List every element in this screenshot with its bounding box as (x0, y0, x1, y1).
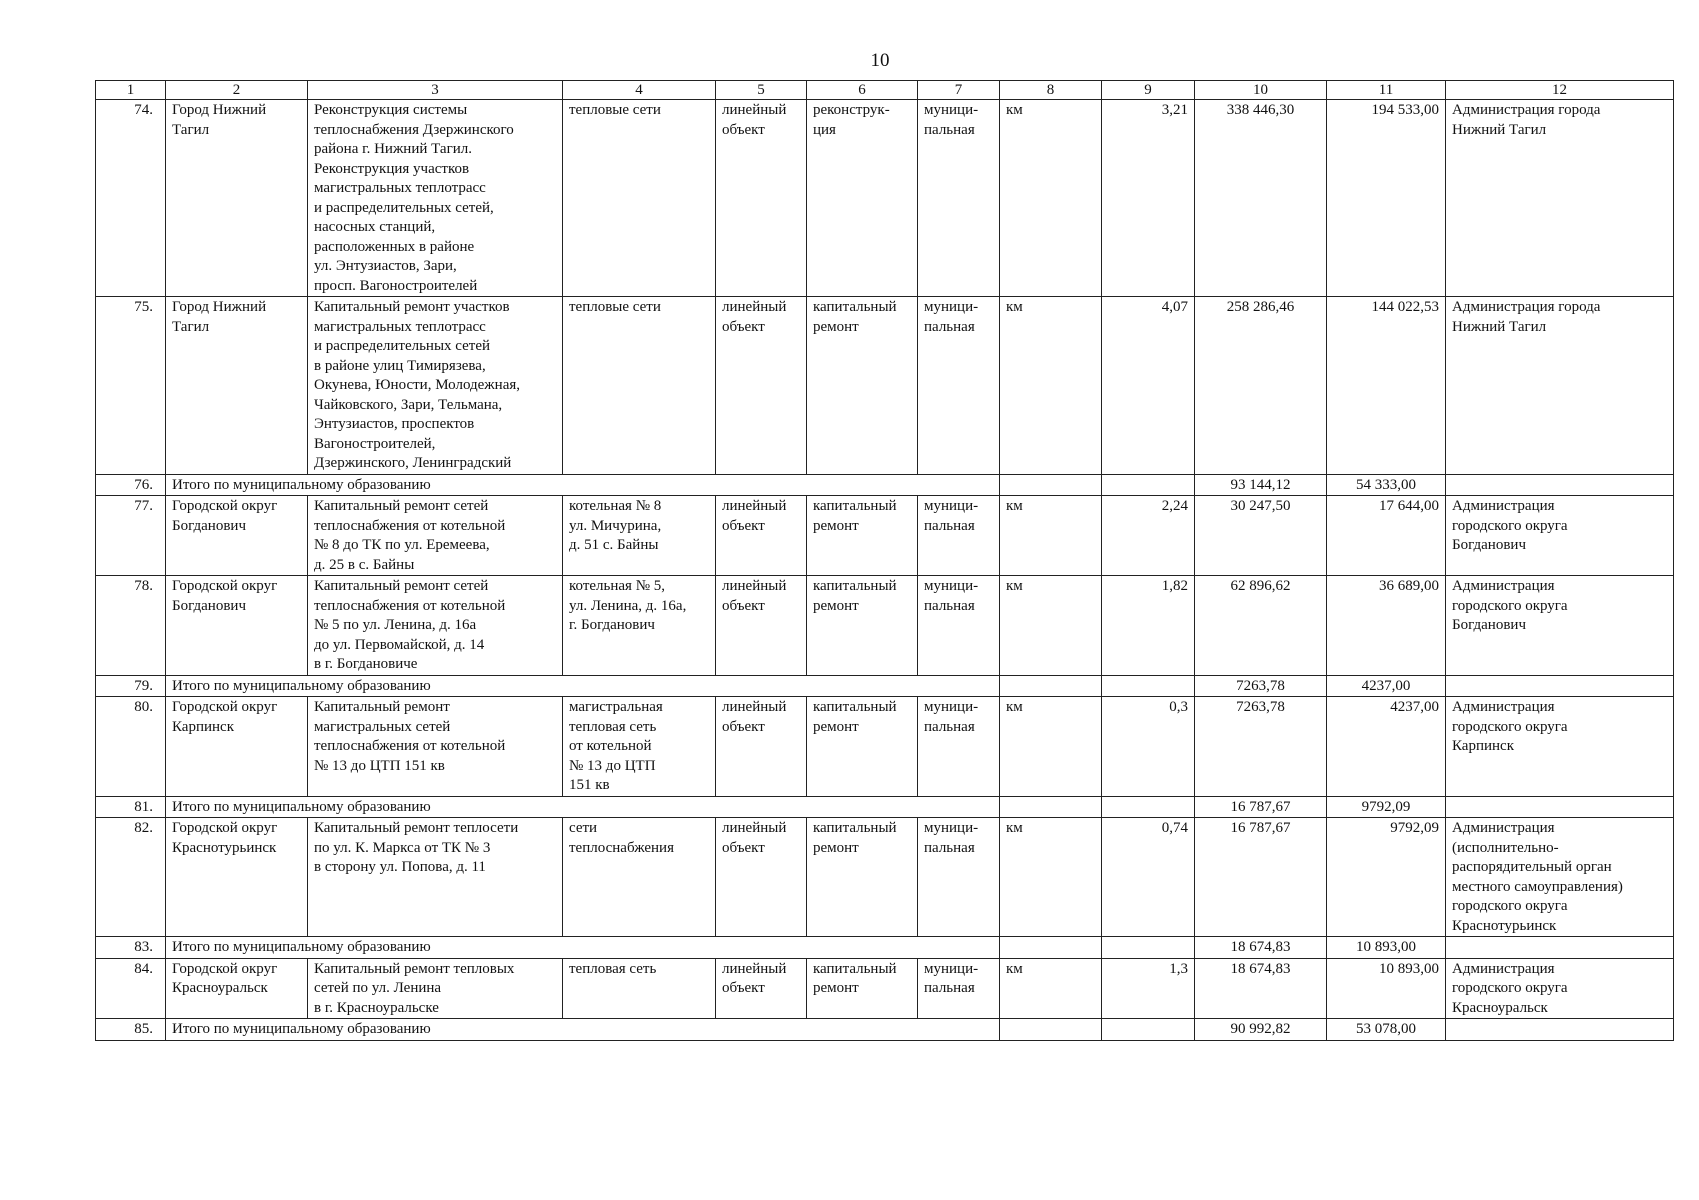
ownership-cell: муници- пальная (918, 576, 1000, 676)
object-cell: сети теплоснабжения (563, 818, 716, 937)
page-number: 10 (870, 50, 890, 71)
row-number: 74. (96, 100, 166, 297)
column-header: 8 (1000, 81, 1102, 100)
object-cell: тепловые сети (563, 100, 716, 297)
object-kind-cell: линейный объект (716, 576, 807, 676)
municipality-cell: Городской округ Богданович (166, 576, 308, 676)
empty-cell (1102, 474, 1195, 496)
empty-cell (1102, 937, 1195, 959)
quantity-cell: 3,21 (1102, 100, 1195, 297)
quantity-cell: 0,3 (1102, 697, 1195, 797)
unit-cell: км (1000, 576, 1102, 676)
customer-cell: Администрация городского округа Богданович (1446, 576, 1674, 676)
total-label: Итого по муниципальному образованию (166, 675, 1000, 697)
total-cost-cell: 7263,78 (1195, 675, 1327, 697)
quantity-cell: 1,3 (1102, 958, 1195, 1019)
object-cell: котельная № 5, ул. Ленина, д. 16а, г. Богданович (563, 576, 716, 676)
ownership-cell: муници- пальная (918, 697, 1000, 797)
empty-cell (1102, 675, 1195, 697)
row-number: 80. (96, 697, 166, 797)
funding-cell: 9792,09 (1327, 818, 1446, 937)
column-header: 3 (308, 81, 563, 100)
total-cost-cell: 18 674,83 (1195, 937, 1327, 959)
cost-cell: 16 787,67 (1195, 818, 1327, 937)
column-header: 5 (716, 81, 807, 100)
column-header: 9 (1102, 81, 1195, 100)
object-kind-cell: линейный объект (716, 958, 807, 1019)
municipality-cell: Город Нижний Тагил (166, 100, 308, 297)
customer-cell: Администрация города Нижний Тагил (1446, 297, 1674, 475)
row-number: 79. (96, 675, 166, 697)
unit-cell: км (1000, 496, 1102, 576)
customer-cell: Администрация (исполнительно- распорядительный орган местного самоуправления) городского округа Краснотурьинск (1446, 818, 1674, 937)
quantity-cell: 4,07 (1102, 297, 1195, 475)
total-label: Итого по муниципальному образованию (166, 937, 1000, 959)
cost-cell: 30 247,50 (1195, 496, 1327, 576)
table-row (96, 100, 1674, 297)
total-label: Итого по муниципальному образованию (166, 1019, 1000, 1041)
column-header: 4 (563, 81, 716, 100)
cost-cell: 7263,78 (1195, 697, 1327, 797)
table-row (96, 496, 1674, 576)
total-funding-cell: 54 333,00 (1327, 474, 1446, 496)
work-type-cell: капитальный ремонт (807, 958, 918, 1019)
ownership-cell: муници- пальная (918, 496, 1000, 576)
cost-cell: 18 674,83 (1195, 958, 1327, 1019)
ownership-cell: муници- пальная (918, 100, 1000, 297)
total-label: Итого по муниципальному образованию (166, 474, 1000, 496)
projects-table (95, 80, 1674, 1041)
column-header: 12 (1446, 81, 1674, 100)
object-cell: котельная № 8 ул. Мичурина, д. 51 с. Байны (563, 496, 716, 576)
empty-cell (1446, 1019, 1674, 1041)
empty-cell (1000, 1019, 1102, 1041)
total-row (96, 675, 1674, 697)
project-name-cell: Реконструкция системы теплоснабжения Дзержинского района г. Нижний Тагил. Реконструкция участков магистральных теплотрасс и распределительных сетей, насосных станций, расположенных в районе ул. Энтузиастов, Зари, просп. Вагоностроителей (308, 100, 563, 297)
empty-cell (1102, 796, 1195, 818)
object-kind-cell: линейный объект (716, 697, 807, 797)
project-name-cell: Капитальный ремонт сетей теплоснабжения от котельной № 8 до ТК по ул. Еремеева, д. 25 в с. Байны (308, 496, 563, 576)
quantity-cell: 1,82 (1102, 576, 1195, 676)
ownership-cell: муници- пальная (918, 958, 1000, 1019)
total-row (96, 474, 1674, 496)
column-header: 6 (807, 81, 918, 100)
column-header: 7 (918, 81, 1000, 100)
ownership-cell: муници- пальная (918, 297, 1000, 475)
work-type-cell: капитальный ремонт (807, 697, 918, 797)
total-funding-cell: 9792,09 (1327, 796, 1446, 818)
empty-cell (1000, 474, 1102, 496)
empty-cell (1000, 937, 1102, 959)
row-number: 81. (96, 796, 166, 818)
object-kind-cell: линейный объект (716, 100, 807, 297)
empty-cell (1102, 1019, 1195, 1041)
project-name-cell: Капитальный ремонт магистральных сетей теплоснабжения от котельной № 13 до ЦТП 151 кв (308, 697, 563, 797)
municipality-cell: Городской округ Богданович (166, 496, 308, 576)
cost-cell: 258 286,46 (1195, 297, 1327, 475)
empty-cell (1446, 474, 1674, 496)
table-row (96, 818, 1674, 937)
funding-cell: 4237,00 (1327, 697, 1446, 797)
customer-cell: Администрация города Нижний Тагил (1446, 100, 1674, 297)
column-header: 10 (1195, 81, 1327, 100)
row-number: 77. (96, 496, 166, 576)
total-funding-cell: 53 078,00 (1327, 1019, 1446, 1041)
funding-cell: 194 533,00 (1327, 100, 1446, 297)
total-cost-cell: 93 144,12 (1195, 474, 1327, 496)
unit-cell: км (1000, 697, 1102, 797)
row-number: 75. (96, 297, 166, 475)
project-name-cell: Капитальный ремонт участков магистральных теплотрасс и распределительных сетей в районе улиц Тимирязева, Окунева, Юности, Молодежная, Чайковского, Зари, Тельмана, Энтузиастов, проспектов Вагоностроителей, Дзержинского, Ленинградский (308, 297, 563, 475)
empty-cell (1000, 675, 1102, 697)
work-type-cell: капитальный ремонт (807, 576, 918, 676)
project-name-cell: Капитальный ремонт теплосети по ул. К. Маркса от ТК № 3 в сторону ул. Попова, д. 11 (308, 818, 563, 937)
customer-cell: Администрация городского округа Богданович (1446, 496, 1674, 576)
work-type-cell: капитальный ремонт (807, 818, 918, 937)
customer-cell: Администрация городского округа Красноуральск (1446, 958, 1674, 1019)
total-row (96, 1019, 1674, 1041)
unit-cell: км (1000, 297, 1102, 475)
municipality-cell: Городской округ Краснотурьинск (166, 818, 308, 937)
quantity-cell: 0,74 (1102, 818, 1195, 937)
object-cell: тепловые сети (563, 297, 716, 475)
object-cell: магистральная тепловая сеть от котельной № 13 до ЦТП 151 кв (563, 697, 716, 797)
funding-cell: 17 644,00 (1327, 496, 1446, 576)
total-row (96, 796, 1674, 818)
empty-cell (1446, 675, 1674, 697)
project-name-cell: Капитальный ремонт сетей теплоснабжения от котельной № 5 по ул. Ленина, д. 16а до ул. Первомайской, д. 14 в г. Богдановиче (308, 576, 563, 676)
row-number: 85. (96, 1019, 166, 1041)
row-number: 78. (96, 576, 166, 676)
total-cost-cell: 90 992,82 (1195, 1019, 1327, 1041)
table-row (96, 576, 1674, 676)
customer-cell: Администрация городского округа Карпинск (1446, 697, 1674, 797)
work-type-cell: капитальный ремонт (807, 297, 918, 475)
funding-cell: 144 022,53 (1327, 297, 1446, 475)
empty-cell (1446, 796, 1674, 818)
total-funding-cell: 10 893,00 (1327, 937, 1446, 959)
cost-cell: 62 896,62 (1195, 576, 1327, 676)
object-kind-cell: линейный объект (716, 818, 807, 937)
empty-cell (1446, 937, 1674, 959)
table-row (96, 697, 1674, 797)
object-cell: тепловая сеть (563, 958, 716, 1019)
work-type-cell: капитальный ремонт (807, 496, 918, 576)
row-number: 76. (96, 474, 166, 496)
funding-cell: 10 893,00 (1327, 958, 1446, 1019)
quantity-cell: 2,24 (1102, 496, 1195, 576)
table-body (96, 81, 1674, 1041)
ownership-cell: муници- пальная (918, 818, 1000, 937)
empty-cell (1000, 796, 1102, 818)
column-header: 11 (1327, 81, 1446, 100)
column-header: 2 (166, 81, 308, 100)
municipality-cell: Городской округ Красноуральск (166, 958, 308, 1019)
column-number-row (96, 81, 1674, 100)
row-number: 82. (96, 818, 166, 937)
object-kind-cell: линейный объект (716, 496, 807, 576)
unit-cell: км (1000, 818, 1102, 937)
row-number: 83. (96, 937, 166, 959)
municipality-cell: Городской округ Карпинск (166, 697, 308, 797)
cost-cell: 338 446,30 (1195, 100, 1327, 297)
row-number: 84. (96, 958, 166, 1019)
total-funding-cell: 4237,00 (1327, 675, 1446, 697)
work-type-cell: реконструк- ция (807, 100, 918, 297)
total-row (96, 937, 1674, 959)
table-row (96, 958, 1674, 1019)
project-name-cell: Капитальный ремонт тепловых сетей по ул. Ленина в г. Красноуральске (308, 958, 563, 1019)
funding-cell: 36 689,00 (1327, 576, 1446, 676)
unit-cell: км (1000, 958, 1102, 1019)
unit-cell: км (1000, 100, 1102, 297)
column-header: 1 (96, 81, 166, 100)
object-kind-cell: линейный объект (716, 297, 807, 475)
total-label: Итого по муниципальному образованию (166, 796, 1000, 818)
table-row (96, 297, 1674, 475)
total-cost-cell: 16 787,67 (1195, 796, 1327, 818)
municipality-cell: Город Нижний Тагил (166, 297, 308, 475)
